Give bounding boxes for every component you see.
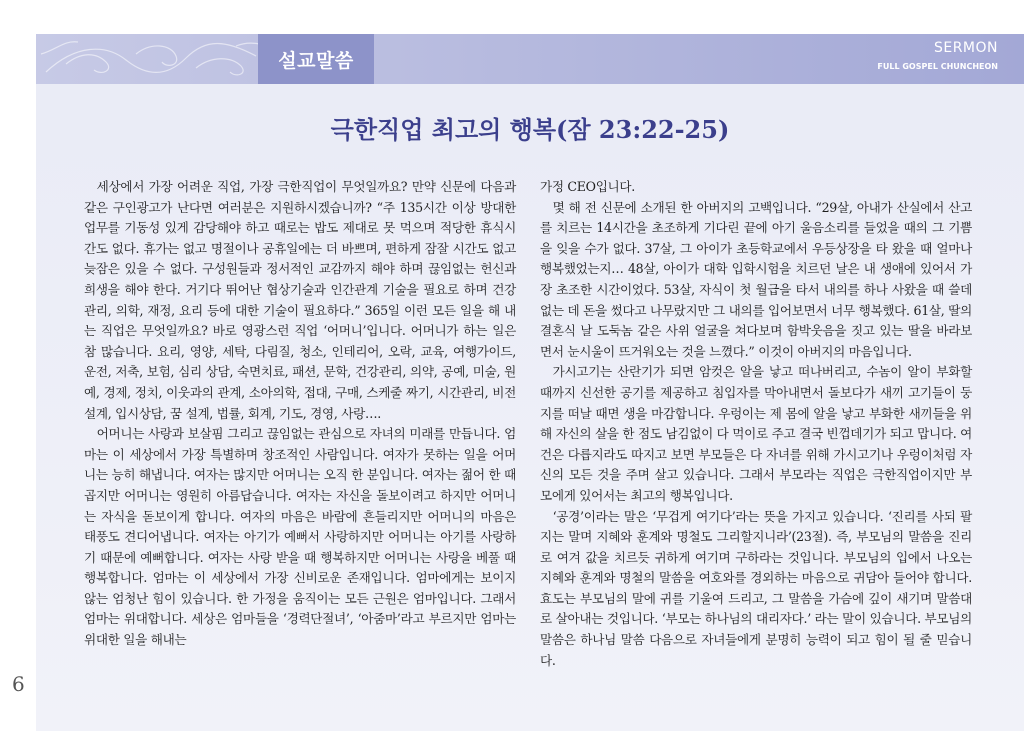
paragraph: 어머니는 사랑과 보살핌 그리고 끊임없는 관심으로 자녀의 미래를 만듭니다. 엄마는 이 세상에서 가장 특별하며 창조적인 사람입니다. 여자가 못하는 일을 어머니는 능히 해냅니다. 여자는 많지만 어머니는 오직 한 분입니다. 여자는 젊어 한 때 곱지만 어머니는 영원히 아름답습니다. 여자는 자신을 돌보이려고 하지만 어머니는 자식을 돋보이게 합니다. 여자의 마음은 바람에 흔들리지만 어머니의 마음은 태풍도 견디어냅니다. 여자는 아기가 예뻐서 사랑하지만 어머니는 아기를 사랑하기 때문에 예뻐합니다. 여자는 사랑 받을 때 행복하지만 어머니는 사랑을 베풀 때 행복합니다. 엄마는 이 세상에서 가장 신비로운 존재입니다. 엄마에게는 보이지 않는 엄청난 힘이 있습니다. 한 가정을 움직이는 모든 근원은 엄마입니다. 그래서 엄마는 위대합니다. 세상은 엄마들을 ‘경력단절녀’, ‘아줌마’라고 부르지만 엄마는 위대한 일을 해내는 [84, 426, 516, 648]
paragraph: ‘공경’이라는 말은 ‘무겁게 여기다’라는 뜻을 가지고 있습니다. ‘진리를 사되 팔지는 말며 지혜와 훈계와 명철도 그리할지니라’(23절). 즉, 부모님의 말씀을 진리로 여겨 값을 치르듯 귀하게 여기며 구하라는 것입니다. 부모님의 입에서 나오는 지혜와 훈계와 명철의 말씀을 여호와를 경외하는 마음으로 귀담아 들어야 합니다. 효도는 부모님의 말에 귀를 기울여 드리고, 그 말씀을 가슴에 깊이 새기며 말씀대로 살아내는 것입니다. ‘부모는 하나님의 대리자다.’ 라는 말이 있습니다. 부모님의 말씀은 하나님 말씀 다음으로 자녀들에게 분명히 능력이 되고 힘이 될 줄 믿습니다. [540, 508, 972, 668]
left-column [84, 177, 516, 651]
brand-subtitle: FULL GOSPEL CHUNCHEON [877, 62, 998, 71]
right-column [540, 177, 972, 671]
ornament-swirl-icon [36, 34, 296, 84]
paragraph: 가정 CEO입니다. [540, 179, 635, 194]
brand-block [877, 40, 998, 71]
section-tab [258, 34, 374, 84]
paragraph: 가시고기는 산란기가 되면 암컷은 알을 낳고 떠나버리고, 수놈이 알이 부화할 때까지 신선한 공기를 제공하고 침입자를 막아내면서 돌보다가 새끼 고기들이 둥지를 떠날 때면 생을 마감합니다. 우렁이는 제 몸에 알을 낳고 부화한 새끼들을 위해 자신의 살을 한 점도 남김없이 다 먹이로 주고 결국 빈껍데기가 되고 맙니다. 여건은 다릅지라도 따지고 보면 부모들은 다 자녀를 위해 가시고기나 우렁이처럼 자신의 모든 것을 주며 살고 있습니다. 그래서 부모라는 직업은 극한직업이지만 부모에게 있어서는 최고의 행복입니다. [540, 364, 972, 503]
sermon-title: 극한직업 최고의 행복(잠 23:22-25) [330, 115, 730, 144]
header-band [36, 34, 1024, 84]
section-title: 설교말씀 [278, 49, 354, 72]
page-number: 6 [12, 672, 25, 696]
brand-title: SERMON [933, 40, 998, 56]
paragraph: 세상에서 가장 어려운 직업, 가장 극한직업이 무엇일까요? 만약 신문에 다음과 같은 구인광고가 난다면 여러분은 지원하시겠습니까? “주 135시간 이상 방대한 업무를 기동성 있게 감당해야 하고 때로는 밥도 제대로 못 먹으며 적당한 휴식시간도 없다. 휴가는 없고 명절이나 공휴일에는 더 바쁘며, 편하게 잠잘 시간도 없고 늦잠은 있을 수 없다. 구성원들과 정서적인 교감까지 해야 하며 끊임없는 헌신과 희생을 해야 한다. 거기다 뛰어난 협상기술과 인간관계 기술을 필요로 하며 건강관리, 의학, 재정, 요리 등에 대한 기술이 필요하다.” 365일 이런 모든 일을 해 내는 직업은 무엇일까요? 바로 영광스런 직업 ‘어머니’입니다. 어머니가 하는 일은 참 많습니다. 요리, 영양, 세탁, 다림질, 청소, 인테리어, 오락, 교육, 여행가이드, 운전, 저축, 보험, 심리 상담, 숙면치료, 패션, 문학, 건강관리, 의약, 공예, 미술, 원예, 경제, 정치, 이웃과의 관계, 소아의학, 접대, 구매, 스케줄 짜기, 시간관리, 비전 설계, 입시상담, 꿈 설계, 법률, 회계, 기도, 경영, 사랑…. [84, 179, 516, 421]
paragraph: 몇 해 전 신문에 소개된 한 아버지의 고백입니다. “29살, 아내가 산실에서 산고를 치르는 14시간을 초조하게 기다린 끝에 아기 울음소리를 들었을 때의 그 기쁨을 잊을 수가 없다. 37살, 그 아이가 초등학교에서 우등상장을 타 왔을 때 얼마나 행복했었는지… 48살, 아이가 대학 입학시험을 치르던 날은 내 생애에 있어서 가장 초조한 시간이었다. 53살, 자식이 첫 월급을 타서 내의를 하나 사왔을 때 쓸데없는 데 돈을 썼다고 나무랐지만 그 내의를 입어보면서 너무 행복했다. 61살, 딸의 결혼식 날 도둑놈 같은 사위 얼굴을 쳐다보며 함박웃음을 짓고 있는 딸을 바라보면서 눈시울이 뜨거워오는 것을 느꼈다.” 이것이 아버지의 마음입니다. [540, 199, 972, 359]
